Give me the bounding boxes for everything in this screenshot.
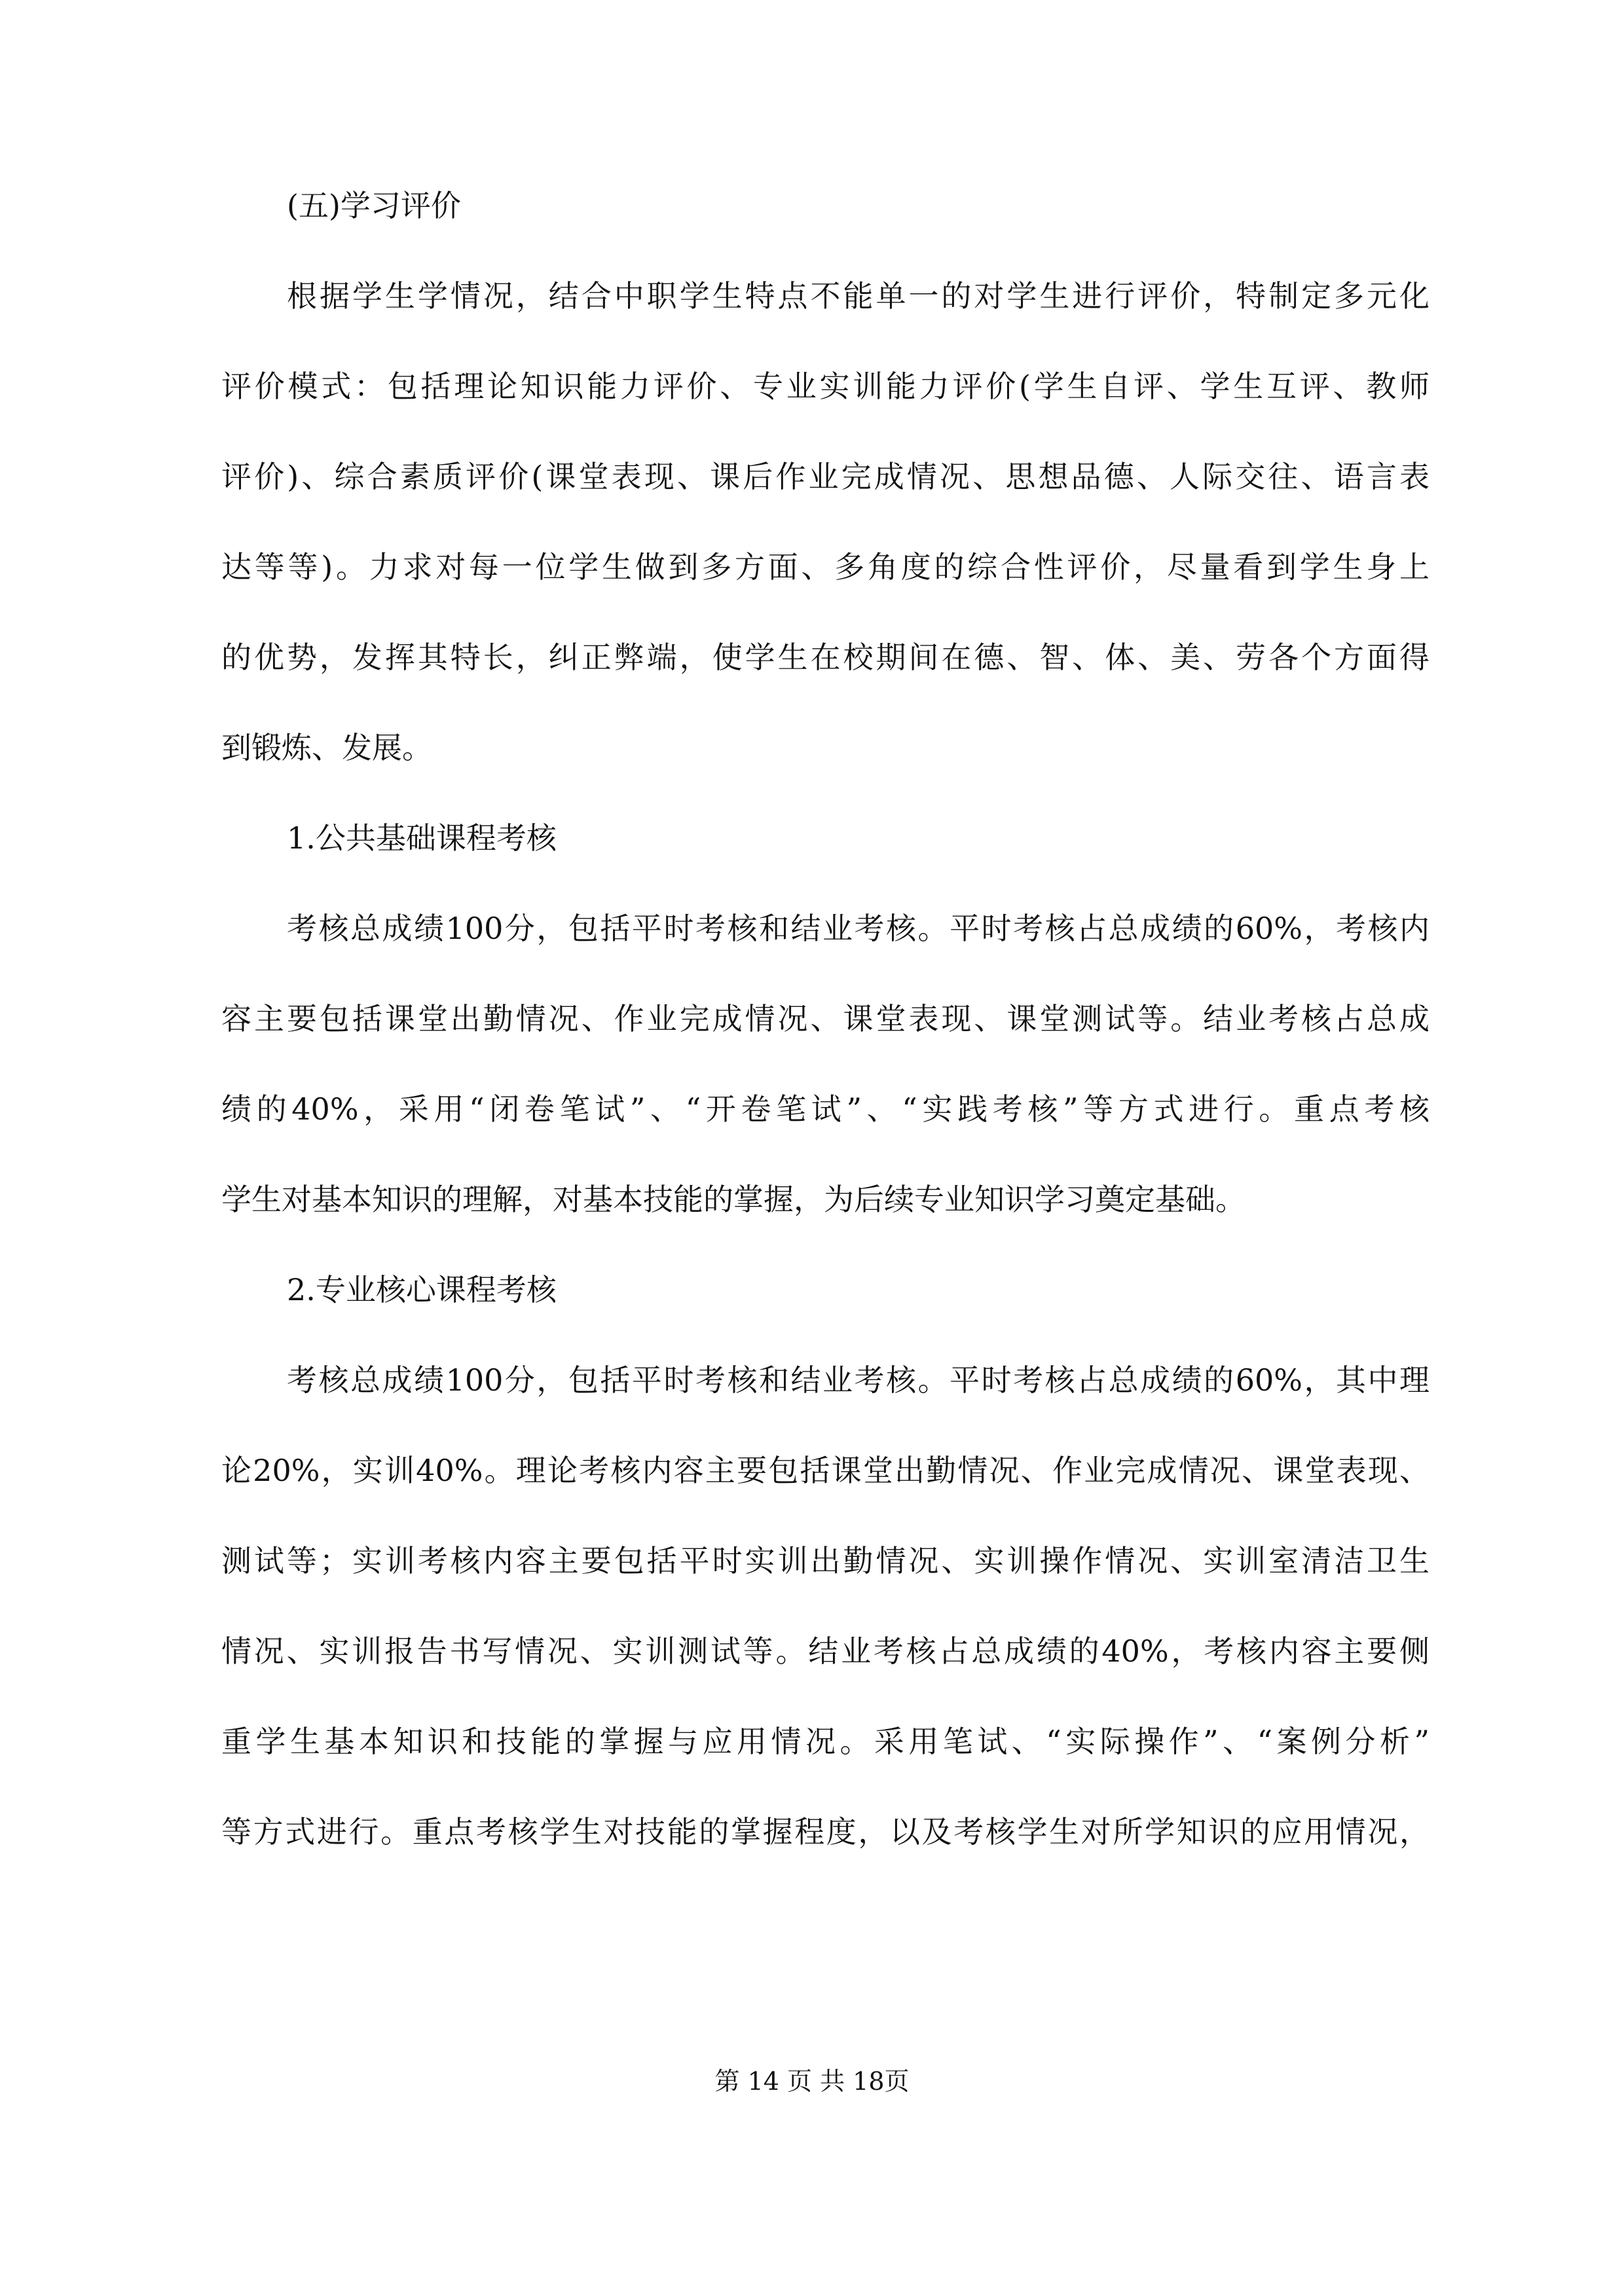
paragraph-line: 等方式进行。重点考核学生对技能的掌握程度，以及考核学生对所学知识的应用情况， (221, 1814, 1430, 1850)
paragraph-line: 测试等；实训考核内容主要包括平时实训出勤情况、实训操作情况、实训室清洁卫生 (221, 1543, 1430, 1578)
core-course-paragraph (221, 1358, 1430, 1854)
paragraph-line: 重学生基本知识和技能的掌握与应用情况。采用笔试、“实际操作”、“案例分析” (221, 1724, 1430, 1759)
paragraph-line: 考核总成绩100分，包括平时考核和结业考核。平时考核占总成绩的60%，考核内 (287, 911, 1430, 946)
paragraph-line: 容主要包括课堂出勤情况、作业完成情况、课堂表现、课堂测试等。结业考核占总成 (221, 1001, 1430, 1036)
paragraph-line: 学生对基本知识的理解，对基本技能的掌握，为后续专业知识学习奠定基础。 (221, 1182, 1246, 1217)
paragraph-line: 到锻炼、发展。 (221, 730, 432, 765)
page-number-footer: 第 14 页 共 18页 (714, 2067, 910, 2096)
paragraph-line: 绩的40%，采用“闭卷笔试”、“开卷笔试”、“实践考核”等方式进行。重点考核 (221, 1091, 1430, 1127)
paragraph-line: 达等等)。力求对每一位学生做到多方面、多角度的综合性评价，尽量看到学生身上 (221, 549, 1430, 585)
core-course-heading: 2.专业核心课程考核 (287, 1272, 557, 1307)
paragraph-line: 论20%，实训40%。理论考核内容主要包括课堂出勤情况、作业完成情况、课堂表现、 (221, 1453, 1430, 1488)
paragraph-line: 情况、实训报告书写情况、实训测试等。结业考核占总成绩的40%，考核内容主要侧 (221, 1633, 1430, 1669)
public-course-heading: 1.公共基础课程考核 (287, 820, 557, 856)
paragraph-line: 评价)、综合素质评价(课堂表现、课后作业完成情况、思想品德、人际交往、语言表 (221, 459, 1430, 494)
paragraph-line: 的优势，发挥其特长，纠正弊端，使学生在校期间在德、智、体、美、劳各个方面得 (221, 640, 1430, 675)
intro-paragraph (221, 274, 1430, 770)
page-content (221, 183, 1430, 1900)
section-heading: (五)学习评价 (287, 188, 461, 223)
public-course-paragraph (221, 906, 1430, 1222)
paragraph-line: 考核总成绩100分，包括平时考核和结业考核。平时考核占总成绩的60%，其中理 (287, 1362, 1430, 1398)
paragraph-line: 评价模式：包括理论知识能力评价、专业实训能力评价(学生自评、学生互评、教师 (221, 369, 1430, 404)
paragraph-line: 根据学生学情况，结合中职学生特点不能单一的对学生进行评价，特制定多元化 (287, 278, 1430, 314)
